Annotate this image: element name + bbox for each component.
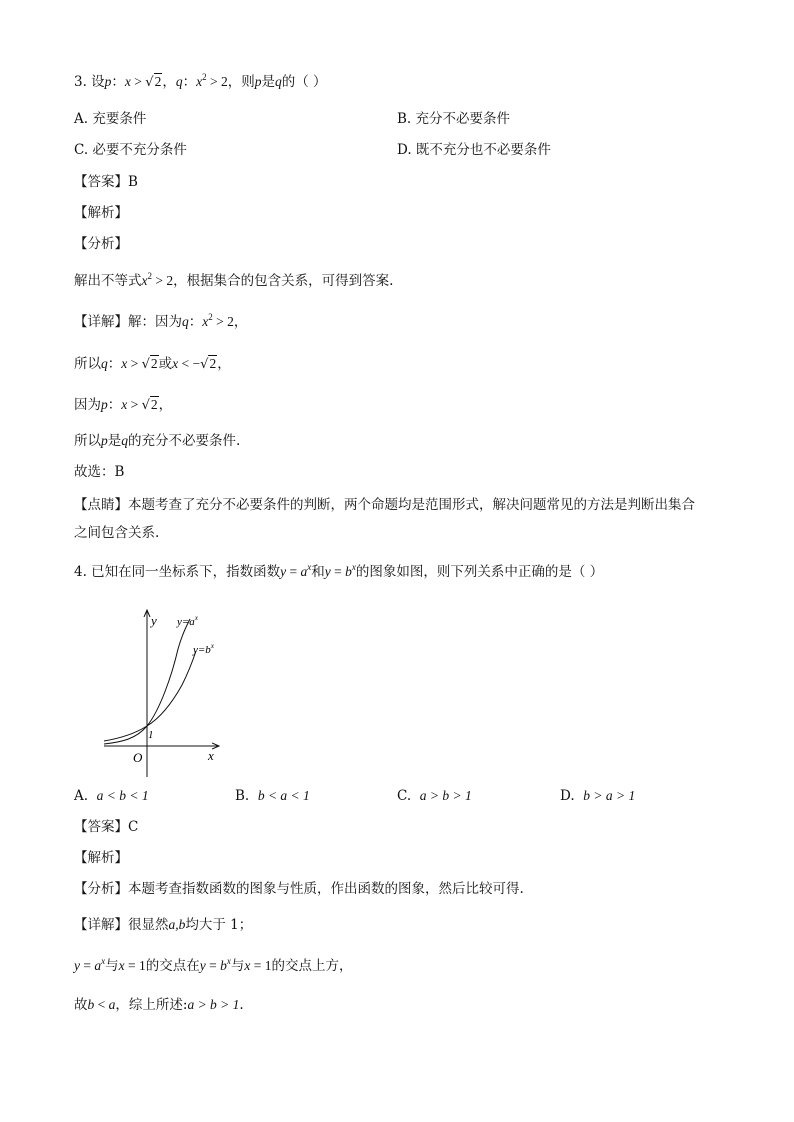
curve-b-label-sup: x xyxy=(210,642,214,650)
q3-choose: 故选：B xyxy=(74,464,125,480)
q3-option-b: B. 充分不必要条件 xyxy=(397,111,511,127)
q4-detail-1: 【详解】很显然a,b均大于 1； xyxy=(74,917,253,933)
q3-detail-2: 所以q：x > √2或x < −√2， xyxy=(74,356,231,372)
q4-stem: 4. 已知在同一坐标系下，指数函数$y = a^x$和$y = b^x$的图象如图，则下列关系中正确的是（ ） xyxy=(74,562,604,580)
q3-detail-1: 【详解】解：因为q：$x^2 > 2$， xyxy=(74,312,248,330)
q4-jiexi-label: 【解析】 xyxy=(74,850,128,866)
q3-number: 3. 设 xyxy=(74,74,105,90)
q3-fenxi: 解出不等式$x^2 > 2$，根据集合的包含关系，可得到答案. xyxy=(74,271,394,289)
q4-option-c: C. a > b > 1 xyxy=(397,788,472,804)
exponential-graph xyxy=(100,605,240,780)
q4-answer: 【答案】C xyxy=(74,819,139,835)
q4-fenxi: 【分析】本题考查指数函数的图象与性质，作出函数的图象，然后比较可得. xyxy=(74,881,524,897)
curve-a-label-sup: x xyxy=(194,614,198,622)
curve-b-x xyxy=(104,651,196,741)
q3-comment-line-1: 【点睛】本题考查了充分不必要条件的判断，两个命题均是范围形式，解决问题常见的方法是判断出集合 xyxy=(74,497,695,513)
q3-option-d: D. 既不充分也不必要条件 xyxy=(397,142,551,158)
q3-answer: 【答案】B xyxy=(74,174,138,190)
q4-option-d: D. b > a > 1 xyxy=(560,788,636,804)
q3-option-c: C. 必要不充分条件 xyxy=(74,142,187,158)
q3-detail-4: 所以p是q的充分不必要条件. xyxy=(74,433,241,449)
q3-jiexi-label: 【解析】 xyxy=(74,205,128,221)
q3-option-a: A. 充要条件 xyxy=(74,111,147,127)
curve-b-label-text: y=b xyxy=(193,644,211,656)
q3-stem: 3. 设p：x > √2，q：$x^2 > 2$，则p是q的（ ） xyxy=(74,72,327,90)
q3-fenxi-label: 【分析】 xyxy=(74,236,128,252)
curve-a-label-text: y=a xyxy=(177,616,195,628)
q3-comment-line-2: 之间包含关系. xyxy=(74,525,160,541)
q4-option-b: B. b < a < 1 xyxy=(235,788,310,804)
curve-b-label xyxy=(192,642,215,656)
q4-option-a: A. a < b < 1 xyxy=(74,788,149,804)
q4-detail-2: $y = a^x$与x = 1的交点在$y = b^x$与x = 1的交点上方， xyxy=(74,956,353,974)
y-axis-label: y xyxy=(151,613,157,628)
q3-detail-3: 因为p：x > √2， xyxy=(74,397,173,413)
curve-a-label xyxy=(176,614,199,628)
x-axis-label: x xyxy=(208,748,214,763)
origin-label: O xyxy=(133,750,143,765)
q4-detail-3: 故b < a，综上所述:a > b > 1. xyxy=(74,997,244,1013)
intercept-label: 1 xyxy=(148,729,154,741)
